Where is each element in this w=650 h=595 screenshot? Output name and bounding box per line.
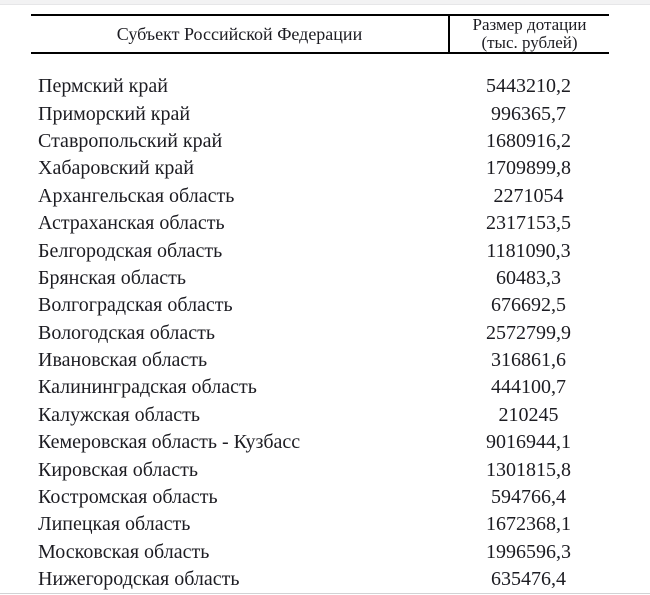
table-header-row	[31, 14, 609, 54]
region-cell: Астраханская область	[38, 212, 225, 235]
amount-cell: 9016944,1	[486, 431, 571, 454]
table-row	[31, 265, 609, 292]
amount-cell: 635476,4	[491, 568, 566, 591]
amount-cell: 5443210,2	[486, 75, 571, 98]
region-cell: Пермский край	[38, 75, 168, 98]
region-cell: Нижегородская область	[38, 568, 240, 591]
table-row	[31, 183, 609, 210]
header-cell-region: Субъект Российской Федерации	[116, 24, 363, 44]
table-row	[31, 320, 609, 347]
table-row	[31, 237, 609, 264]
page-bottom-edge	[0, 593, 650, 594]
amount-cell: 2317153,5	[486, 212, 571, 235]
table-row	[31, 456, 609, 483]
amount-cell: 60483,3	[496, 266, 561, 289]
amount-cell: 676692,5	[491, 294, 566, 317]
table-row	[31, 566, 609, 593]
table-row	[31, 292, 609, 319]
amount-cell: 1301815,8	[486, 458, 571, 481]
header-cell-amount	[448, 16, 609, 52]
table-row	[31, 402, 609, 429]
region-cell: Калининградская область	[38, 376, 257, 399]
table-row	[31, 429, 609, 456]
amount-cell: 1181090,3	[486, 239, 571, 262]
amount-cell: 2572799,9	[486, 321, 571, 344]
region-cell: Костромская область	[38, 486, 218, 509]
region-cell: Кировская область	[38, 458, 199, 481]
table-row	[31, 128, 609, 155]
amount-cell: 316861,6	[491, 349, 566, 372]
amount-cell: 1709899,8	[486, 157, 571, 180]
amount-cell: 210245	[498, 403, 559, 426]
amount-cell: 594766,4	[491, 486, 566, 509]
table-body	[31, 73, 609, 593]
region-cell: Белгородская область	[38, 239, 223, 262]
region-cell: Московская область	[38, 540, 210, 563]
region-cell: Вологодская область	[38, 321, 216, 344]
amount-cell: 1680916,2	[486, 129, 571, 152]
table-row	[31, 511, 609, 538]
region-cell: Волгоградская область	[38, 294, 233, 317]
amount-cell: 996365,7	[491, 102, 566, 125]
table-row	[31, 155, 609, 182]
region-cell: Архангельская область	[38, 184, 235, 207]
region-cell: Калужская область	[38, 403, 200, 426]
region-cell: Кемеровская область - Кузбасс	[38, 431, 301, 454]
amount-cell: 1672368,1	[486, 513, 571, 536]
table-row	[31, 539, 609, 566]
region-cell: Хабаровский край	[38, 157, 194, 180]
table-row	[31, 374, 609, 401]
amount-cell: 2271054	[493, 184, 564, 207]
header-amount-line1: Размер дотации	[472, 15, 587, 34]
region-cell: Ставропольский край	[38, 129, 223, 152]
header-amount-line2: (тыс. рублей)	[481, 33, 578, 52]
region-cell: Брянская область	[38, 266, 187, 289]
subsidy-table	[31, 14, 609, 593]
page-top-edge	[0, 0, 650, 5]
table-row	[31, 100, 609, 127]
amount-cell: 1996596,3	[486, 540, 571, 563]
table-row	[31, 484, 609, 511]
region-cell: Липецкая область	[38, 513, 191, 536]
table-row	[31, 210, 609, 237]
amount-cell: 444100,7	[491, 376, 566, 399]
region-cell: Приморский край	[38, 102, 191, 125]
table-row	[31, 73, 609, 100]
region-cell: Ивановская область	[38, 349, 208, 372]
table-row	[31, 347, 609, 374]
